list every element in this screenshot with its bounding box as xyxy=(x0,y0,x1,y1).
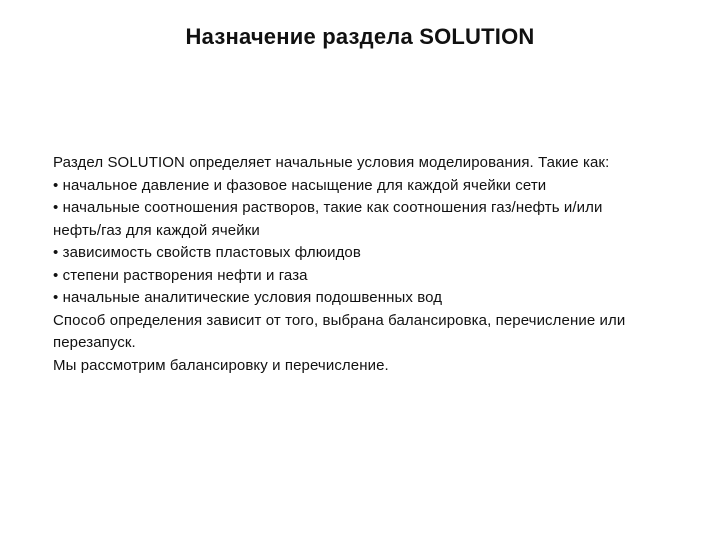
body-line-method: Способ определения зависит от того, выбрана балансировка, перечисление или xyxy=(53,311,626,329)
bullet-aquifer-conditions: • начальные аналитические условия подошвенных вод xyxy=(53,289,443,306)
bullet-pressure-saturation: • начальное давление и фазовое насыщение для каждой ячейки сети xyxy=(53,176,547,194)
bullet-solution-ratios: • начальные соотношения растворов, такие как соотношения газ/нефть и/или xyxy=(53,199,603,216)
slide-body xyxy=(53,152,693,377)
bullet-dissolution: • степени растворения нефти и газа xyxy=(53,266,308,284)
body-line-method-continued: перезапуск. xyxy=(53,334,136,351)
slide-title: Назначение раздела SOLUTION xyxy=(185,24,535,49)
bullet-fluid-properties: • зависимость свойств пластовых флюидов xyxy=(53,244,361,261)
body-line-intro: Раздел SOLUTION определяет начальные условия моделирования. Такие как: xyxy=(53,154,610,171)
bullet-solution-ratios-continued: нефть/газ для каждой ячейки xyxy=(53,221,260,239)
body-line-conclusion: Мы рассмотрим балансировку и перечисление. xyxy=(53,356,389,374)
